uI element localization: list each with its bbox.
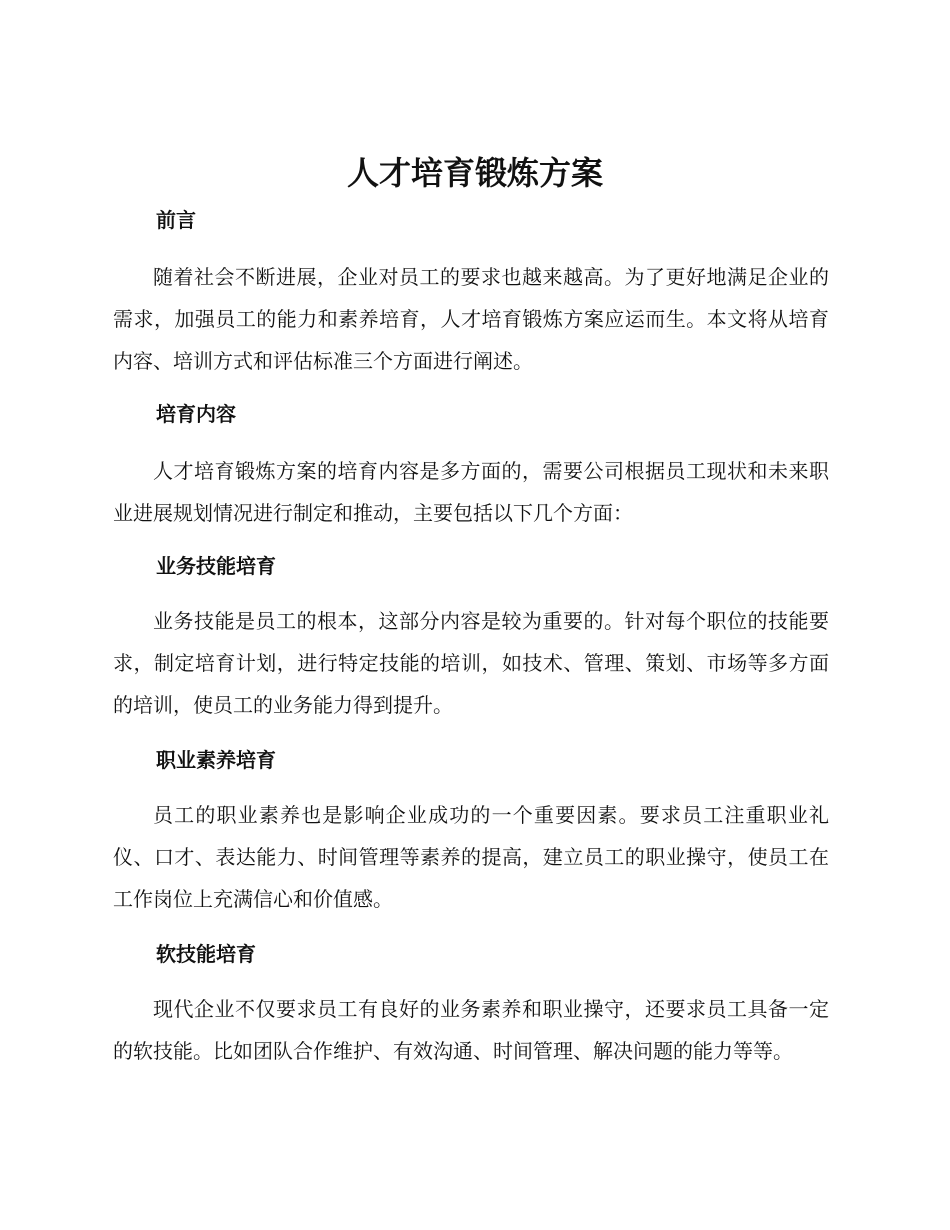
section-body-professional-quality: 员工的职业素养也是影响企业成功的一个重要因素。要求员工注重职业礼仪、口才、表达能力、时间管理等素养的提高，建立员工的职业操守，使员工在工作岗位上充满信心和价值感。: [113, 803, 829, 911]
section-heading-cultivation-content: 培育内容: [156, 402, 236, 426]
section-body-business-skills: 业务技能是员工的根本，这部分内容是较为重要的。针对每个职位的技能要求，制定培育计划，进行特定技能的培训，如技术、管理、策划、市场等多方面的培训，使员工的业务能力得到提升。: [113, 609, 829, 717]
section-heading-preface: 前言: [156, 208, 196, 232]
document-title: 人才培育锻炼方案: [346, 154, 603, 192]
section-body-soft-skills: 现代企业不仅要求员工有良好的业务素养和职业操守，还要求员工具备一定的软技能。比如团队合作维护、有效沟通、时间管理、解决问题的能力等等。: [113, 997, 829, 1063]
section-body-cultivation-content: 人才培育锻炼方案的培育内容是多方面的，需要公司根据员工现状和未来职业进展规划情况进行制定和推动，主要包括以下几个方面：: [113, 459, 829, 525]
section-heading-business-skills: 业务技能培育: [156, 554, 276, 578]
section-body-preface: 随着社会不断进展，企业对员工的要求也越来越高。为了更好地满足企业的需求，加强员工的能力和素养培育，人才培育锻炼方案应运而生。本文将从培育内容、培训方式和评估标准三个方面进行阐述。: [113, 265, 829, 373]
section-heading-professional-quality: 职业素养培育: [156, 748, 276, 772]
section-heading-soft-skills: 软技能培育: [156, 942, 256, 966]
